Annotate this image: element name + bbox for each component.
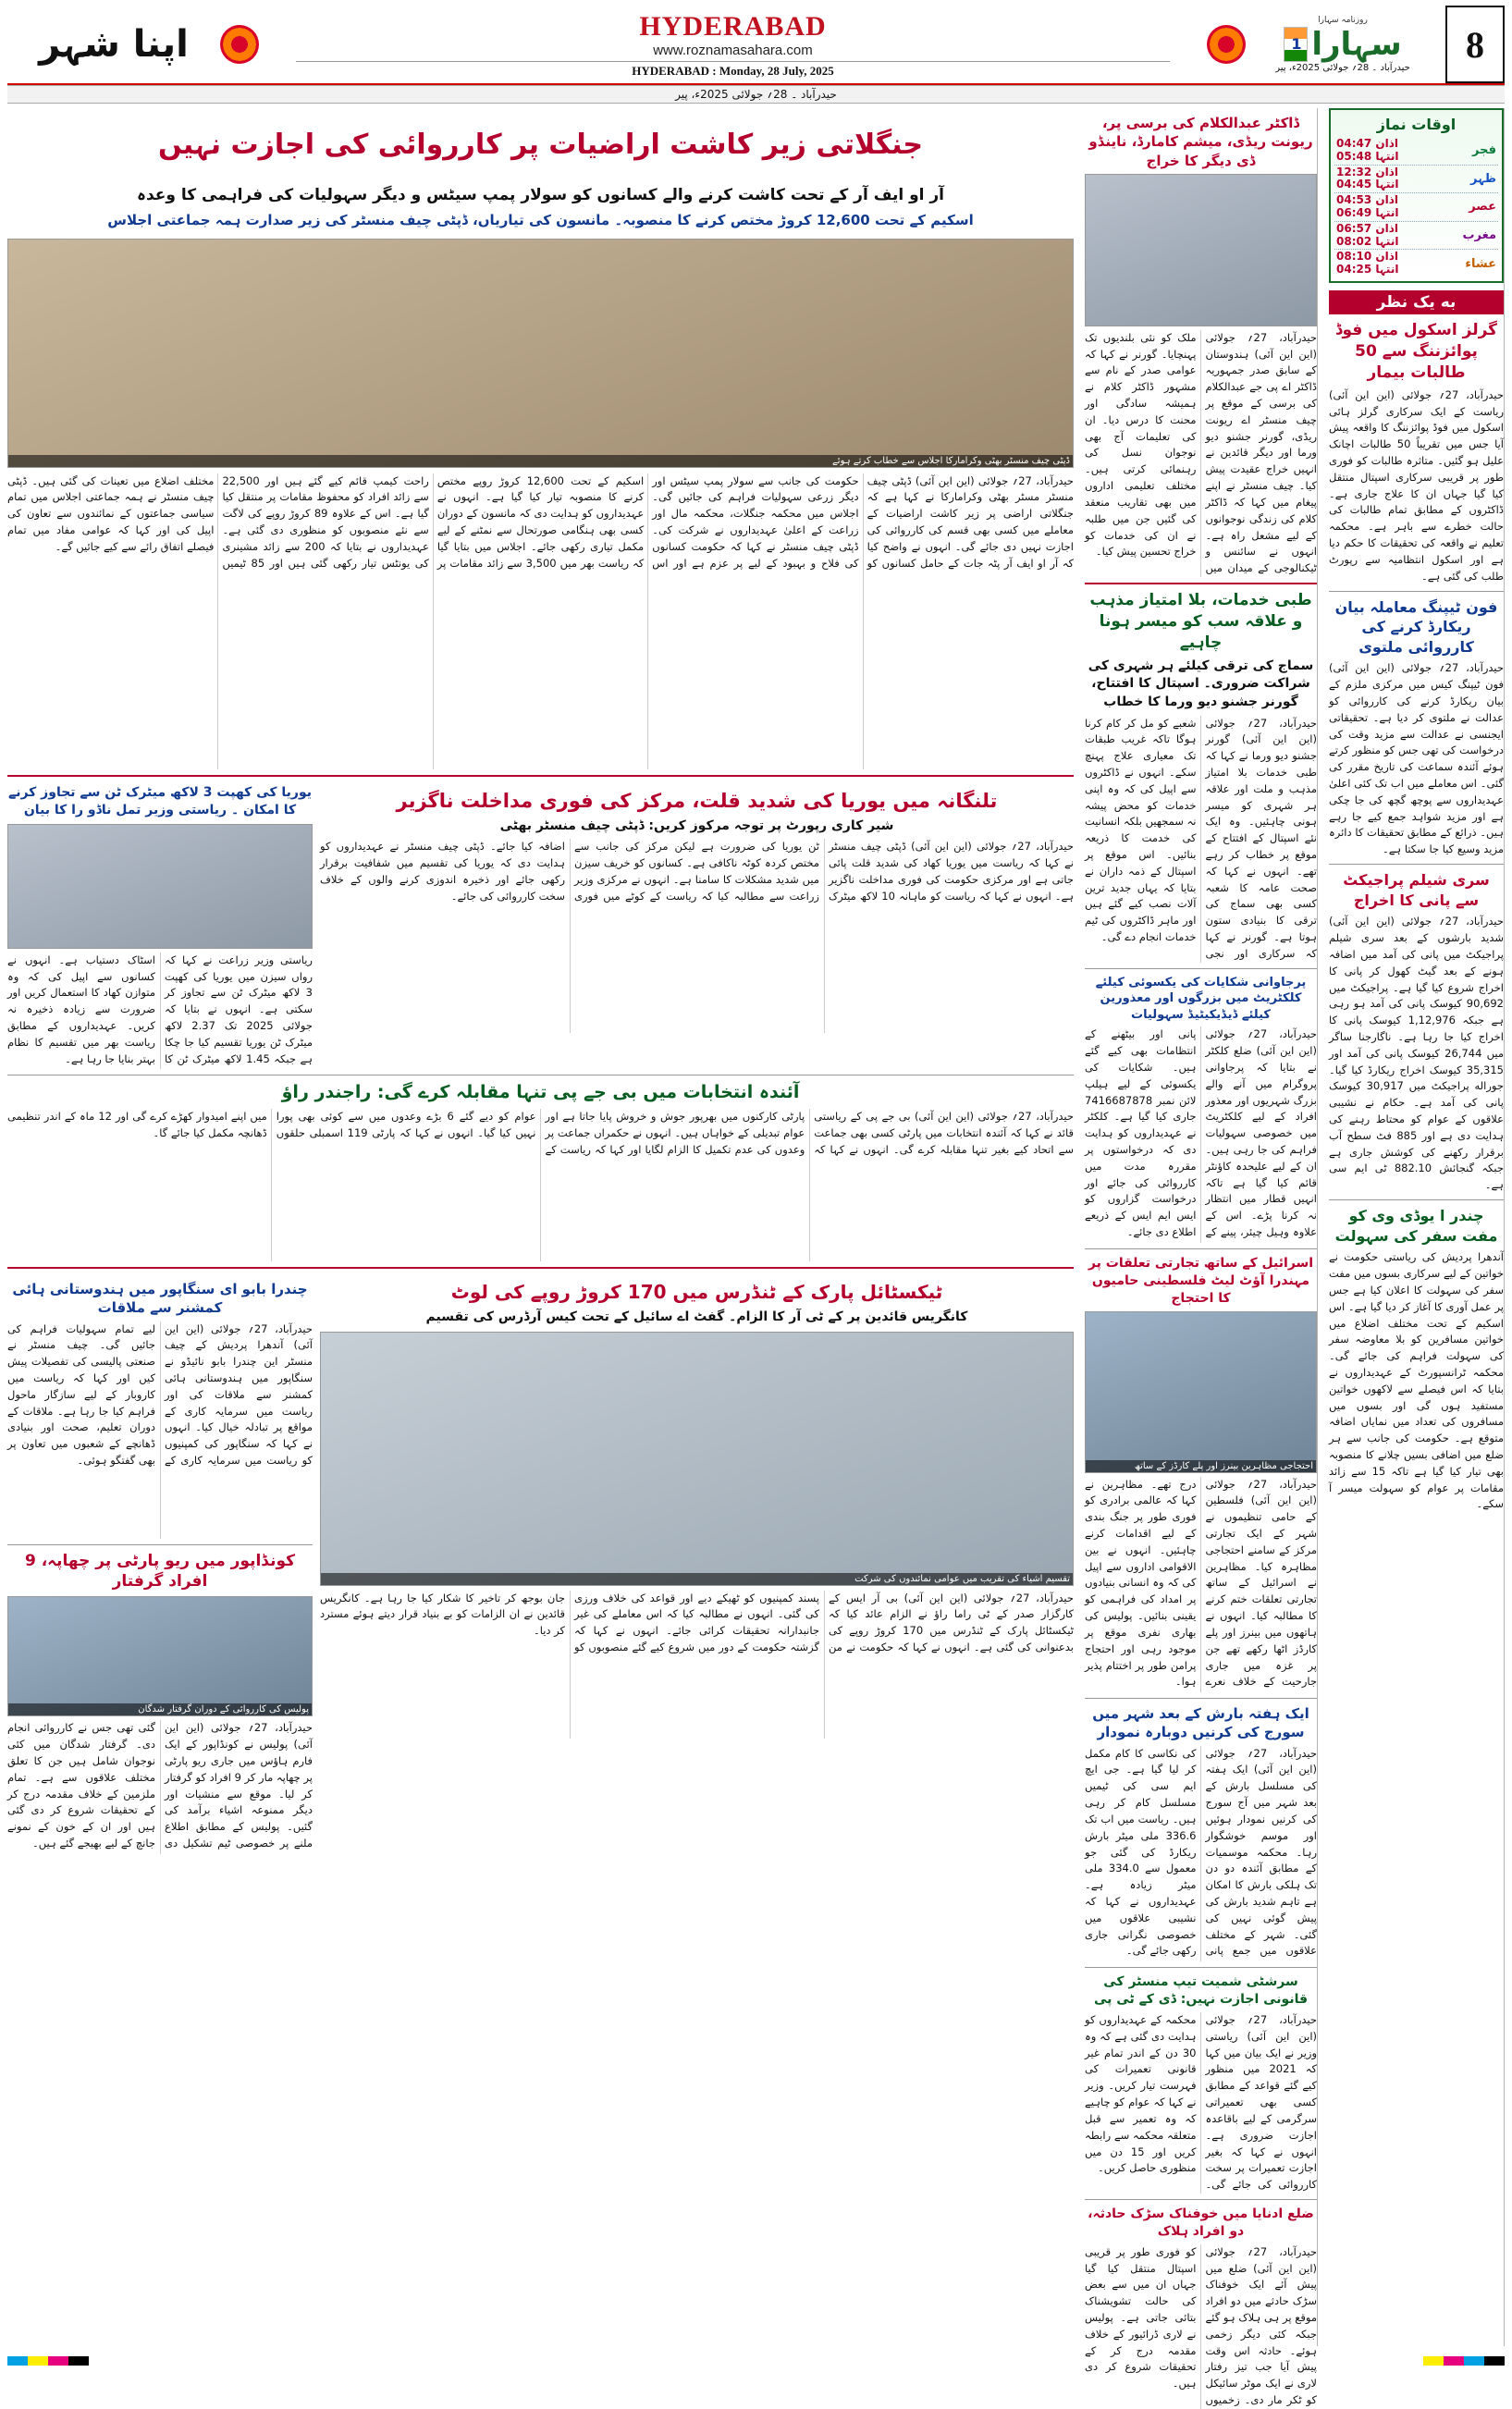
glance-item-0-body xyxy=(1329,387,1504,585)
secondary-rail xyxy=(1079,108,1318,2407)
paper-logo-name: سہارا xyxy=(1311,26,1402,63)
prayer-name: عشاء xyxy=(1465,256,1496,271)
prayer-time-1: 04:53 xyxy=(1336,193,1372,207)
indian-flag-icon xyxy=(1284,27,1308,62)
urea-minister-photo xyxy=(7,824,313,949)
urea-text: حیدرآباد، 27؍ جولائی (این این آئی) ڈپٹی چیف منسٹر نے کہا کہ ریاست میں یوریا کھاد کی شدید قلت پائی جاتی ہے اور مرکزی حکومت کی فوری مداخلت ناگزیر ہے۔ انہوں نے کہا کہ ریاست کو ماہانہ 10 لاکھ میٹرک ٹن یوریا کی ضرورت ہے لیکن مرکز کی جانب سے مختص کردہ کوٹہ ناکافی ہے۔ کسانوں کو خریف سیزن میں شدید مشکلات کا سامنا ہے۔ انہوں نے مرکزی وزیر زراعت سے مطالبہ کیا کہ ریاست کے کوٹے میں فوری اضافہ کیا جائے۔ ڈپٹی چیف منسٹر نے عہدیداروں کو ہدایت دی کہ یوریا کی تقسیم میں شفافیت برقرار رکھی جائے اور ذخیرہ اندوزی کرنے والوں کے خلاف سخت کارروائی کی جائے۔ xyxy=(320,840,1074,903)
lead-headline: جنگلاتی زیر کاشت اراضیات پر کارروائی کی اجازت نہیں xyxy=(157,129,924,162)
lead-photo xyxy=(7,239,1074,468)
prayer-row xyxy=(1334,222,1498,251)
israel-photo-caption: احتجاجی مظاہرین بینرز اور پلے کارڈز کے ساتھ xyxy=(1086,1460,1316,1472)
health-body xyxy=(1085,716,1317,963)
cm-singapore-text: حیدرآباد، 27؍ جولائی (این این آئی) آندھرا پردیش کے چیف منسٹر این چندرا بابو نائیڈو نے سنگاپور میں ہندوستانی ہائی کمشنر سے ملاقات کی اور ریاست میں سرمایہ کاری کے مواقع پر تبادلہ خیال کیا۔ انہوں نے کہا کہ سنگاپور کی کمپنیوں کو ریاست میں سرمایہ کاری کے لیے تمام سہولیات فراہم کی جائیں گی۔ چیف منسٹر نے صنعتی پالیسی کی تفصیلات پیش کیں اور کہا کہ ریاست میں کاروبار کے لیے سازگار ماحول فراہم کیا جا رہا ہے۔ ملاقات کے دوران تعلیم، صحت اور بنیادی ڈھانچے کے شعبوں میں تعاون پر بھی گفتگو ہوئی۔ xyxy=(7,1321,313,1468)
prayer-end-label: انتہا xyxy=(1375,178,1399,191)
prayer-time-2: 08:02 xyxy=(1336,234,1372,248)
prayer-time-2: 04:25 xyxy=(1336,263,1372,277)
lead-story xyxy=(7,127,1074,768)
park-photo xyxy=(320,1332,1074,1586)
urea-sub-text: ریاستی وزیر زراعت نے کہا کہ رواں سیزن میں یوریا کی کھپت 3 لاکھ میٹرک ٹن سے تجاوز کر سکتی ہے۔ انہوں نے بتایا کہ جولائی 2025 تک 2.37 لاکھ میٹرک ٹن یوریا تقسیم کیا جا چکا ہے جبکہ 1.45 لاکھ میٹرک ٹن کا اسٹاک دستیاب ہے۔ انہوں نے کسانوں سے اپیل کی کہ وہ متوازن کھاد کا استعمال کریں اور ضرورت سے زیادہ ذخیرہ نہ کریں۔ عہدیداروں کے مطابق ریاست بھر میں تقسیم کا نظام بہتر بنایا جا رہا ہے۔ xyxy=(7,953,313,1065)
prayer-time-1: 12:32 xyxy=(1336,165,1372,178)
prayer-time-2: 04:45 xyxy=(1336,178,1372,191)
glance-item-3-text: آندھرا پردیش کی ریاستی حکومت نے خواتین کے لیے سرکاری بسوں میں مفت سفر کی سہولت کا اعلان کیا ہے جس پر عمل آوری کا آغاز کر دیا گیا ہے۔ اس اسکیم کے تحت مختلف اضلاع میں خواتین مسافرین کو بلا معاوضہ سفر کی سہولت فراہم کی جائے گی۔ محکمہ ٹرانسپورٹ کے عہدیداروں نے بتایا کہ اس فیصلے سے لاکھوں خواتین مستفید ہوں گی اور بسوں میں مسافروں کی تعداد میں نمایاں اضافہ متوقع ہے۔ حکومت کی جانب سے ہر ضلع میں اضافی بسیں چلانے کا منصوبہ بھی تیار کیا گیا ہے تاکہ 15 سے زائد مقامات پر عوام کو سہولت میسر آ سکے۔ xyxy=(1329,1250,1505,1511)
prayer-name: ظہر xyxy=(1470,171,1496,186)
registration-bars-left xyxy=(1423,2356,1505,2366)
prayer-time-1: 04:47 xyxy=(1336,137,1372,150)
prayer-row xyxy=(1334,193,1498,222)
glance-item-2-headline: سری شیلم پراجیکٹ سے پانی کا اخراج xyxy=(1343,871,1490,909)
glance-item-0-headline: گرلز اسکول میں فوڈ پوائزننگ سے 50 طالبات بیمار xyxy=(1334,320,1498,382)
prayer-azan-label: اذان xyxy=(1375,193,1399,207)
urea-sub-body xyxy=(7,953,313,1070)
kondapur-body xyxy=(7,1720,313,1854)
masthead-center xyxy=(259,6,1207,83)
prayer-time-1: 08:10 xyxy=(1336,250,1372,264)
rain-body xyxy=(1085,1746,1317,1962)
masthead-strip-text: حیدرآباد ۔ 28؍ جولائی 2025ء، پیر xyxy=(675,88,837,101)
grievance-body xyxy=(1085,1026,1317,1243)
prayer-azan-label: اذان xyxy=(1375,250,1399,264)
masthead-dateline-urdu: حیدرآباد ۔ 28؍ جولائی 2025ء، پیر xyxy=(1275,63,1410,73)
lead-subheadline-1: آر او ایف آر کے تحت کاشت کرنے والے کسانوں کو سولار پمپ سیٹس و دیگر سہولیات کی فراہمی کا وعدہ xyxy=(136,185,944,204)
kondapur-text: حیدرآباد، 27؍ جولائی (این این آئی) پولیس نے کونڈاپور کے ایک فارم ہاؤس میں جاری ریو پارٹی پر چھاپہ مار کر 9 افراد کو گرفتار کر لیا۔ موقع سے منشیات اور دیگر ممنوعہ اشیاء برآمد کی گئیں۔ پولیس کے مطابق اطلاع ملنے پر خصوصی ٹیم تشکیل دی گئی تھی جس نے کارروائی انجام دی۔ گرفتار شدگان میں کئی نوجوان شامل ہیں جن کا تعلق مختلف علاقوں سے ہے۔ تمام ملزمین کے خلاف مقدمہ درج کر کے تحقیقات شروع کر دی گئی ہیں اور ان کے خون کے نمونے جانچ کے لیے بھیجے گئے ہیں۔ xyxy=(7,1721,313,1850)
section-title xyxy=(7,6,220,83)
paper-logo-subtitle: روزنامہ سہارا xyxy=(1318,16,1368,25)
prayer-end-label: انتہا xyxy=(1375,149,1399,163)
print-registration-bars xyxy=(7,2356,1505,2366)
prayer-row xyxy=(1334,137,1498,166)
prayer-times-title: اوقات نماز xyxy=(1376,116,1457,133)
prayer-time-2: 05:48 xyxy=(1336,149,1372,163)
park-block xyxy=(7,1274,1074,1854)
prayer-azan-label: اذان xyxy=(1375,137,1399,150)
park-photo-caption: تقسیم اشیاء کی تقریب میں عوامی نمائندوں کی شرکت xyxy=(321,1573,1073,1585)
flower-ornament-right-icon xyxy=(1207,25,1246,64)
page-body xyxy=(7,108,1505,2407)
israel-headline: اسرائیل کے ساتھ تجارتی تعلقات پر مہندرا آؤٹ لیٹ فلسطینی حامیوں کا احتجاج xyxy=(1088,1255,1314,1306)
glance-item-3-headline: چندر ا یوڈی وی کو مفت سفر کی سہولت xyxy=(1334,1207,1498,1245)
prayer-end-label: انتہا xyxy=(1375,205,1399,219)
glance-item-3-body xyxy=(1329,1249,1504,1513)
prayer-end-label: انتہا xyxy=(1375,263,1399,277)
prayer-end-label: انتہا xyxy=(1375,234,1399,248)
kalam-photo xyxy=(1085,174,1317,326)
masthead-city: HYDERABAD xyxy=(639,10,827,42)
rain-text: حیدرآباد، 27؍ جولائی (این این آئی) ایک ہفتہ کی مسلسل بارش کے بعد شہر میں آج سورج کی کرنیں نمودار ہوئیں اور موسم خوشگوار رہا۔ محکمہ موسمیات کے مطابق آئندہ دو دن تک ہلکی بارش کا امکان ہے تاہم شدید بارش کی پیش گوئی نہیں کی گئی۔ شہر کے مختلف علاقوں میں جمع پانی کی نکاسی کا کام مکمل کر لیا گیا ہے۔ جی ایچ ایم سی کی ٹیمیں مسلسل کام کر رہی ہیں۔ ریاست میں اب تک 336.6 ملی میٹر بارش ریکارڈ کی گئی جو معمول سے 334.0 ملی میٹر زیادہ ہے۔ عہدیداروں نے کہا کہ نشیبی علاقوں میں خصوصی نگرانی جاری رکھی جائے گی۔ xyxy=(1085,1746,1317,1958)
israel-text: حیدرآباد، 27؍ جولائی (این این آئی) فلسطین کے حامی تنظیموں نے شہر کے ایک تجارتی مرکز کے سامنے احتجاجی مظاہرہ کیا۔ مظاہرین نے اسرائیل کے ساتھ تجارتی تعلقات ختم کرنے کا مطالبہ کیا۔ انہوں نے ہاتھوں میں بینرز اور پلے کارڈز اٹھا رکھے تھے جن پر غزہ میں جاری جارحیت کے خلاف نعرے درج تھے۔ مظاہرین نے کہا کہ عالمی برادری کو فوری طور پر جنگ بندی کے لیے اقدامات کرنے چاہئیں۔ انہوں نے بین الاقوامی اداروں سے اپیل کی کہ وہ انسانی بنیادوں پر امداد کی فراہمی کو یقینی بنائیں۔ پولیس کی بھاری نفری موقع پر موجود رہی اور احتجاج پرامن طور پر اختتام پذیر ہوا۔ xyxy=(1085,1477,1317,1689)
flower-ornament-left-icon xyxy=(220,25,259,64)
lead-text: حیدرآباد، 27؍ جولائی (این این آئی) ڈپٹی چیف منسٹر مسٹر بھٹی وکرامارکا نے کہا ہے کہ جنگلاتی اراضی پر زیر کاشت اراضیات کے معاملے میں کسی بھی قسم کی کارروائی کی اجازت نہیں دی جائے گی۔ انہوں نے واضح کیا کہ آر او ایف آر پٹہ جات کے حامل کسانوں کو حکومت کی جانب سے سولار پمپ سیٹس اور دیگر زرعی سہولیات فراہم کی جائیں گی۔ اجلاس میں محکمہ جنگلات، محکمہ مال اور زراعت کے اعلیٰ عہدیداروں نے شرکت کی۔ ڈپٹی چیف منسٹر نے کہا کہ حکومت کسانوں کی فلاح و بہبود کے لیے پر عزم ہے اور اس اسکیم کے تحت 12,600 کروڑ روپے مختص کرنے کا منصوبہ تیار کیا گیا ہے۔ انہوں نے عہدیداروں کو ہدایت دی کہ مانسون کے دوران کسی بھی ہنگامی صورتحال سے نمٹنے کے لیے مکمل تیاری رکھی جائے۔ اجلاس میں بتایا گیا کہ ریاست بھر میں 3,500 سے زائد مقامات پر راحت کیمپ قائم کیے گئے ہیں اور 22,500 سے زائد افراد کو محفوظ مقامات پر منتقل کیا گیا ہے۔ اس کے علاوہ 89 کروڑ روپے کی لاگت سے نئے منصوبوں کو منظوری دی گئی ہے۔ عہدیداروں نے بتایا کہ 200 سے زائد مشینری کی یونٹس تیار رکھی گئی ہیں اور 85 ٹیمیں مختلف اضلاع میں تعینات کی گئی ہیں۔ ڈپٹی چیف منسٹر نے ہمہ جماعتی اجلاس میں تمام سیاسی جماعتوں کے نمائندوں سے تعاون کی اپیل کی اور کہا کہ عوامی مفاد میں تمام فیصلے اتفاق رائے سے کیے جائیں گے۔ xyxy=(7,473,1074,570)
kalam-text: حیدرآباد، 27؍ جولائی (این این آئی) ہندوستان کے سابق صدر جمہوریہ ڈاکٹر اے پی جے عبدالکلام کی برسی کے موقع پر چیف منسٹر اے ریونت ریڈی، گورنر جشنو دیو ورما اور دیگر قائدین نے انہیں خراج عقیدت پیش کیا۔ چیف منسٹر نے اپنے پیغام میں کہا کہ ڈاکٹر کلام کی زندگی نوجوانوں کے لیے مشعل راہ ہے۔ انہوں نے سائنس و ٹیکنالوجی کے میدان میں ملک کو نئی بلندیوں تک پہنچایا۔ گورنر نے کہا کہ عوامی صدر کے نام سے مشہور ڈاکٹر کلام نے ہمیشہ سادگی اور محنت کا درس دیا۔ ان کی تعلیمات آج بھی نوجوان نسل کی رہنمائی کرتی ہیں۔ مختلف تعلیمی اداروں میں بھی تقاریب منعقد کی گئیں جن میں طلبہ نے ان کی خدمات کو خراج تحسین پیش کیا۔ xyxy=(1085,330,1317,575)
masthead-strip xyxy=(7,85,1505,104)
israel-body xyxy=(1085,1477,1317,1693)
cm-singapore-headline: چندرا بابو ای سنگاپور میں ہندوستانی ہائی کمشنر سے ملاقات xyxy=(12,1281,308,1317)
cm-singapore-body xyxy=(7,1321,313,1539)
prayer-row xyxy=(1334,250,1498,277)
park-text: حیدرآباد، 27؍ جولائی (این این آئی) بی آر ایس کے کارگزار صدر کے ٹی راما راؤ نے الزام عائد کیا کہ ٹیکسٹائل پارک کے ٹنڈرس میں 170 کروڑ روپے کی بدعنوانی کی گئی ہے۔ انہوں نے کہا کہ حکومت نے من پسند کمپنیوں کو ٹھیکے دیے اور قواعد کی خلاف ورزی کی گئی۔ انہوں نے مطالبہ کیا کہ اس معاملے کی غیر جانبدارانہ تحقیقات کرائی جائے۔ انہوں نے کہا کہ گزشتہ حکومت کے دور میں شروع کیے گئے منصوبوں کو جان بوجھ کر تاخیر کا شکار کیا جا رہا ہے۔ کانگریس قائدین نے ان الزامات کو بے بنیاد قرار دیتے ہوئے مسترد کر دیا۔ xyxy=(320,1591,1075,1654)
glance-item-1-headline: فون ٹیپنگ معاملہ بیان ریکارڈ کرنے کی کارروائی ملتوی xyxy=(1334,597,1498,656)
prayer-row xyxy=(1334,166,1498,194)
lead-photo-caption: ڈپٹی چیف منسٹر بھٹی وکرامارکا اجلاس سے خطاب کرتے ہوئے xyxy=(8,455,1073,467)
glance-item-2-body xyxy=(1329,914,1504,1194)
park-subheadline: کانگریس قائدین پر کے ٹی آر کا الزام۔ گفٹ اے سائیل کے تحت کیس آرڈرس کی تقسیم xyxy=(425,1309,968,1325)
glance-item-0-text: حیدرآباد، 27؍ جولائی (این این آئی) ریاست کے ایک سرکاری گرلز ہائی اسکول میں فوڈ پوائزننگ کا واقعہ پیش آیا جس میں تقریباً 50 طالبات اچانک علیل ہو گئیں۔ متاثرہ طالبات کو فوری طور پر قریبی سرکاری اسپتال منتقل کیا گیا جہاں ان کا علاج جاری ہے۔ ڈاکٹروں کے مطابق تمام طالبات کی حالت خطرے سے باہر ہے۔ محکمہ تعلیم نے واقعہ کی تحقیقات کا حکم دیا ہے اور اسکول انتظامیہ سے رپورٹ طلب کی گئی ہے۔ xyxy=(1329,387,1504,583)
park-body xyxy=(320,1591,1074,1739)
kondapur-photo-caption: پولیس کی کارروائی کے دوران گرفتار شدگان xyxy=(8,1703,312,1715)
lead-subheadline-2: اسکیم کے تحت 12,600 کروڑ مختص کرنے کا منصوبہ۔ مانسون کی تیاریاں، ڈپٹی چیف منسٹر کی زیر صدارت ہمہ جماعتی اجلاس xyxy=(107,212,974,229)
masthead xyxy=(7,6,1505,85)
rain-headline: ایک ہفتہ بارش کے بعد شہر میں سورج کی کرنیں دوبارہ نمودار xyxy=(1092,1705,1309,1741)
paper-logo xyxy=(1246,6,1440,83)
prayer-name: فجر xyxy=(1472,143,1496,158)
urea-body xyxy=(320,839,1074,1033)
prayer-time-1: 06:57 xyxy=(1336,221,1372,235)
kondapur-headline: کونڈاپور میں ریو پارٹی پر چھاپہ، 9 افراد گرفتار xyxy=(24,1551,296,1592)
prayer-time-2: 06:49 xyxy=(1336,205,1372,219)
accident-body xyxy=(1085,2244,1317,2409)
prayer-name: عصر xyxy=(1469,200,1496,215)
kalam-headline: ڈاکٹر عبدالکلام کی برسی پر، ریونت ریڈی، میشم کامارڈ، ناینڈو ڈی دیگر کا خراج xyxy=(1088,115,1313,169)
at-a-glance-header: به یک نظر xyxy=(1329,290,1504,314)
glance-item-1-body xyxy=(1329,660,1504,858)
health-text: حیدرآباد، 27؍ جولائی (این این آئی) گورنر جشنو دیو ورما نے کہا کہ طبی خدمات بلا امتیاز مذہب و ملت اور علاقہ ہر شہری کو میسر ہونی چاہئیں۔ وہ ایک نئے اسپتال کے افتتاح کے موقع پر خطاب کر رہے تھے۔ انہوں نے کہا کہ صحت عامہ کا شعبہ کسی بھی سماج کی ترقی کا بنیادی ستون ہوتا ہے۔ گورنر نے کہا کہ سرکاری اور نجی شعبے کو مل کر کام کرنا ہوگا تاکہ غریب طبقات تک معیاری علاج پہنچ سکے۔ انہوں نے ڈاکٹروں سے اپیل کی کہ وہ اپنی خدمات کو محض پیشہ نہ سمجھیں بلکہ انسانیت کی خدمت کا ذریعہ بنائیں۔ اس موقع پر اسپتال کے ذمہ داران نے بتایا کہ یہاں جدید ترین آلات نصب کیے گئے ہیں اور ماہر ڈاکٹروں کی ٹیم خدمات انجام دے گی۔ xyxy=(1085,716,1317,960)
urea-block xyxy=(7,782,1074,1070)
health-headline: طبی خدمات، بلا امتیاز مذہب و علاقہ سب کو میسر ہونا چاہیے xyxy=(1089,590,1312,652)
masthead-website: www.roznamasahara.com xyxy=(653,42,813,58)
ravinder-text: حیدرآباد، 27؍ جولائی (این این آئی) بی جے پی کے ریاستی قائد نے کہا کہ آئندہ انتخابات میں پارٹی کسی بھی جماعت سے اتحاد کیے بغیر تنہا مقابلہ کرے گی۔ انہوں نے کہا کہ پارٹی کارکنوں میں بھرپور جوش و خروش پایا جاتا ہے اور عوام تبدیلی کے خواہاں ہیں۔ انہوں نے حکمراں جماعت پر وعدوں کی عدم تکمیل کا الزام لگایا اور کہا کہ ریاست کے عوام کو دیے گئے 6 بڑے وعدوں میں سے کوئی بھی پورا نہیں کیا گیا۔ انہوں نے کہا کہ پارٹی 119 اسمبلی حلقوں میں اپنے امیدوار کھڑے کرے گی اور 12 ماہ کے اندر تنظیمی ڈھانچہ مکمل کیا جائے گا۔ xyxy=(7,1110,1074,1156)
accident-headline: ضلع ادنایا میں خوفناک سڑک حادثہ، دو افراد ہلاک xyxy=(1088,2206,1314,2239)
prayer-azan-label: اذان xyxy=(1375,165,1399,178)
ravinder-body xyxy=(7,1109,1074,1261)
minister-body xyxy=(1085,2012,1317,2194)
section-title-text: اپنا شہر xyxy=(39,23,189,66)
prayer-times-box xyxy=(1329,108,1504,283)
urea-subheadline: شیر کاری رپورٹ پر توجہ مرکوز کریں: ڈپٹی چیف منسٹر بھٹی xyxy=(499,817,894,833)
kalam-body xyxy=(1085,330,1317,577)
masthead-dateline: HYDERABAD : Monday, 28 July, 2025 xyxy=(296,61,1170,79)
urea-headline: تلنگانہ میں یوریا کی شدید قلت، مرکز کی فوری مداخلت ناگزیر xyxy=(396,789,998,812)
grievance-text: حیدرآباد، 27؍ جولائی (این این آئی) ضلع کلکٹر نے بتایا کہ پرجاوانی پروگرام میں آنے والے بزرگ شہریوں اور معذور افراد کے لیے کلکٹریٹ میں خصوصی سہولیات فراہم کی جا رہی ہیں۔ ان کے لیے علیحدہ کاؤنٹر قائم کیا گیا ہے تاکہ انہیں قطار میں انتظار نہ کرنا پڑے۔ اس کے علاوہ وہیل چیئر، پینے کے پانی اور بیٹھنے کے انتظامات بھی کیے گئے ہیں۔ شکایات کی یکسوئی کے لیے ہیلپ لائن نمبر 7416687878 جاری کیا گیا ہے۔ کلکٹر نے عہدیداروں کو ہدایت دی کہ درخواستوں پر مقررہ مدت میں کارروائی کی جائے اور درخواست گزاروں کو ایس ایم ایس کے ذریعے اطلاع دی جائے۔ xyxy=(1085,1027,1317,1239)
glance-item-1-text: حیدرآباد، 27؍ جولائی (این این آئی) فون ٹیپنگ کیس میں مرکزی ملزم کے بیان ریکارڈ کرنے کی کارروائی کو عدالت نے ملتوی کر دیا ہے۔ تحقیقاتی ایجنسی نے عدالت سے مزید وقت کی درخواست کی تھی جس کو منظور کرتے ہوئے آئندہ سماعت کی تاریخ مقرر کی گئی۔ اس معاملے میں اب تک کئی اعلیٰ عہدیداروں سے پوچھ گچھ کی جا چکی ہے اور مزید شواہد جمع کیے جا رہے ہیں۔ ذرائع کے مطابق تحقیقات کا دائرہ مزید وسیع کیا جا سکتا ہے۔ xyxy=(1329,661,1504,856)
lead-body xyxy=(7,473,1074,769)
minister-headline: سرشٹی شمیت تیپ منسٹر کی قانونی اجازت نہیں: ڈی کے ٹی پی xyxy=(1093,1974,1309,2008)
health-subheadline: سماج کی ترقی کیلئے ہر شہری کی شراکت ضروری۔ اسپتال کا افتتاح، گورنر جشنو دیو ورما کا خطاب xyxy=(1088,658,1314,709)
page-number: 8 xyxy=(1445,6,1505,83)
ravinder-headline: آئندہ انتخابات میں بی جے پی تنہا مقابلہ کرے گی: راجندر راؤ xyxy=(281,1082,800,1103)
prayer-azan-label: اذان xyxy=(1375,221,1399,235)
right-rail xyxy=(1323,108,1505,2346)
prayer-name: مغرب xyxy=(1462,228,1496,243)
registration-bars-right xyxy=(7,2356,89,2366)
urea-sub-headline: یوریا کی کھپت 3 لاکھ میٹرک ٹن سے تجاوز کرنے کا امکان ۔ ریاستی وزیر تمل ناڈو را کا بیان xyxy=(8,784,312,818)
kondapur-photo xyxy=(7,1596,313,1716)
israel-protest-photo xyxy=(1085,1311,1317,1473)
main-column xyxy=(7,108,1074,2346)
grievance-headline: پرجاوانی شکایات کی یکسوئی کیلئے کلکٹریٹ میں بزرگوں اور معذورین کیلئے ڈیڈیکیٹیڈ سہولیات xyxy=(1095,975,1307,1022)
minister-text: حیدرآباد، 27؍ جولائی (این این آئی) ریاستی وزیر نے ایک بیان میں کہا کہ 2021 میں منظور کیے گئے قواعد کے مطابق کسی بھی تعمیراتی سرگرمی کے لیے باقاعدہ اجازت ضروری ہے۔ انہوں نے کہا کہ بغیر اجازت تعمیرات پر سخت کارروائی کی جائے گی۔ محکمہ کے عہدیداروں کو ہدایت دی گئی ہے کہ وہ 30 دن کے اندر تمام غیر قانونی تعمیرات کی فہرست تیار کریں۔ وزیر نے کہا کہ عوام کو چاہیے کہ وہ تعمیر سے قبل متعلقہ محکمہ سے رابطہ کریں اور 15 دن میں منظوری حاصل کریں۔ xyxy=(1085,2013,1317,2192)
accident-text: حیدرآباد، 27؍ جولائی (این این آئی) ضلع میں پیش آئے ایک خوفناک سڑک حادثے میں دو افراد موقع پر ہی ہلاک ہو گئے جبکہ کئی دیگر زخمی ہوئے۔ حادثہ اس وقت پیش آیا جب تیز رفتار لاری نے ایک موٹر سائیکل کو ٹکر مار دی۔ زخمیوں کو فوری طور پر قریبی اسپتال منتقل کیا گیا جہاں ان میں سے بعض کی حالت تشویشناک بتائی جاتی ہے۔ پولیس نے لاری ڈرائیور کے خلاف مقدمہ درج کر کے تحقیقات شروع کر دی ہیں۔ xyxy=(1085,2244,1317,2407)
park-headline: ٹیکسٹائل پارک کے ٹنڈرس میں 170 کروڑ روپے کی لوٹ xyxy=(450,1281,943,1304)
glance-item-2-text: حیدرآباد، 27؍ جولائی (این این آئی) شدید بارشوں کے بعد سری شیلم پراجیکٹ میں پانی کی آمد میں اضافہ ہونے کے بعد گیٹ کھول کر پانی کا اخراج شروع کیا گیا ہے۔ پراجیکٹ میں 90,692 کیوسک پانی کی آمد ہو رہی ہے جبکہ 1,12,976 کیوسک پانی کا اخراج کیا جا رہا ہے۔ ناگارجنا ساگر میں 26,744 کیوسک پانی کی آمد اور 35,315 کیوسک اخراج ریکارڈ کیا گیا۔ جوراله پراجیکٹ میں 30,917 کیوسک پانی کی آمد ہے۔ حکام نے نشیبی علاقوں کے عوام کو محتاط رہنے کی ہدایت دی ہے اور 885 فٹ سطح آب برقرار رکھنے کی کوشش جاری ہے جبکہ گنجائش 882.10 ٹی ایم سی ہے۔ xyxy=(1329,915,1504,1192)
